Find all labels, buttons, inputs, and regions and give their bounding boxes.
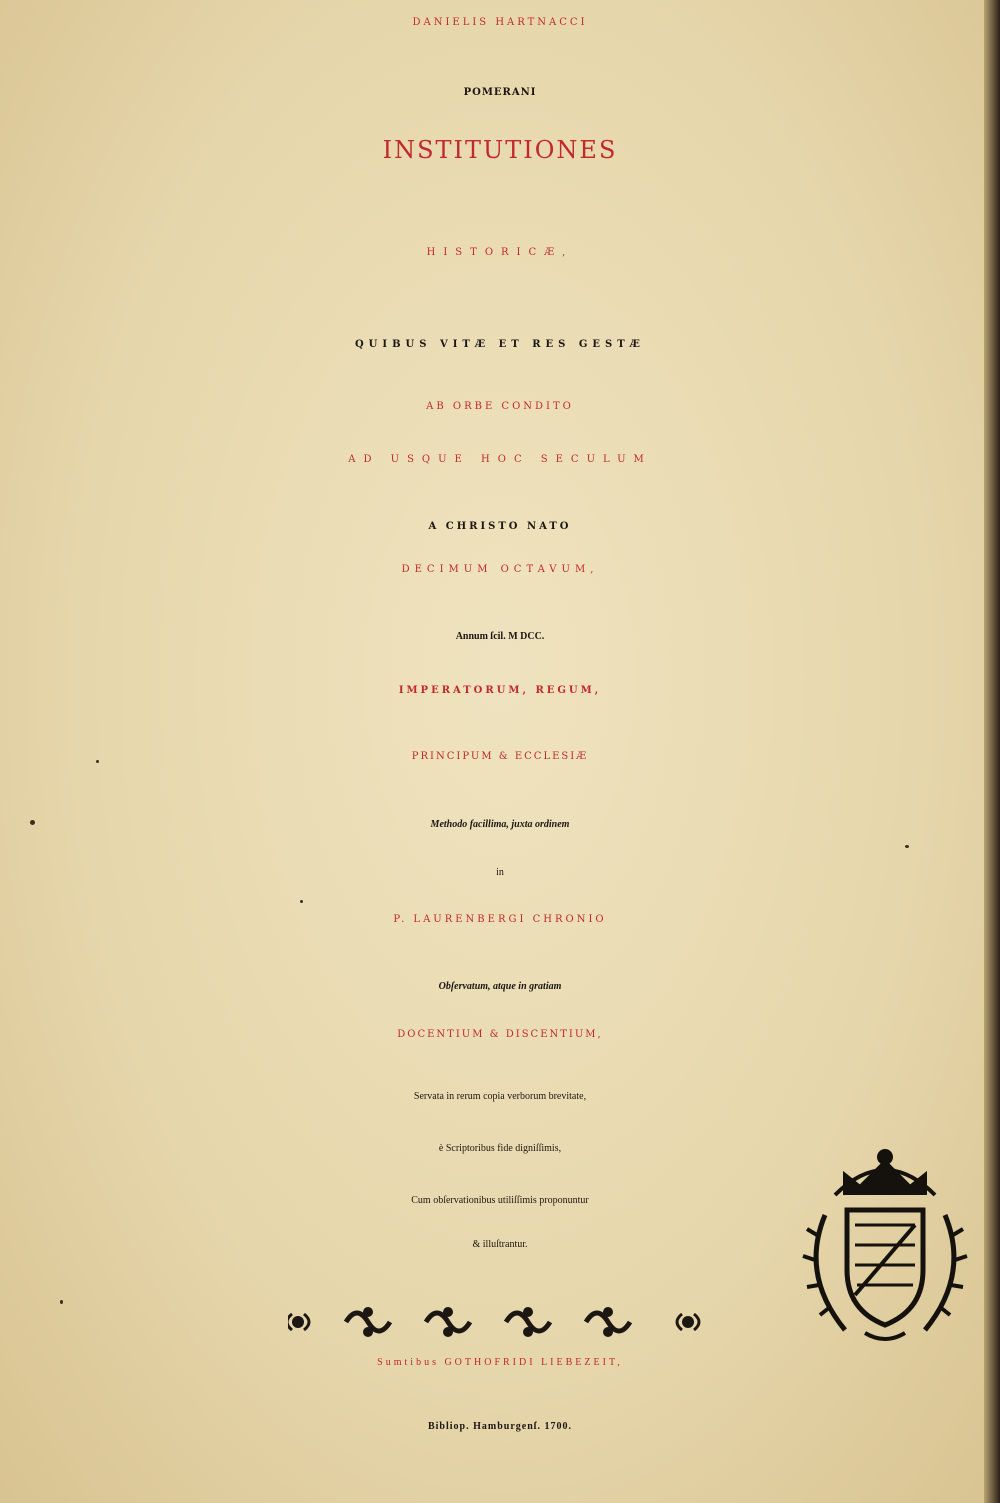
subtitle-in: in bbox=[496, 867, 504, 878]
subtitle-e-scriptoribus: è Scriptoribus fide digniſſimis, bbox=[438, 1143, 562, 1154]
crowned-coat-of-arms-stamp-icon bbox=[795, 1135, 975, 1350]
subtitle-cum: Cum obſervationibus utiliſſimis proponuntur bbox=[411, 1195, 589, 1206]
fleuron-row-icon bbox=[288, 1302, 708, 1342]
subtitle-servata: Servata in rerum copia verborum brevitate, bbox=[413, 1091, 587, 1102]
subtitle-principum: PRINCIPUM & ECCLESIÆ bbox=[411, 751, 589, 762]
imprint-line: Bibliop. Hamburgenſ. 1700. bbox=[427, 1421, 573, 1432]
subtitle-imperatorum: IMPERATORUM, REGUM, bbox=[398, 685, 602, 696]
subtitle-laurenbergi: P. LAURENBERGI CHRONIO bbox=[393, 914, 607, 925]
subtitle-illustrantur: & illuſtrantur. bbox=[472, 1239, 528, 1250]
subtitle-ab-orbe: AB ORBE CONDITO bbox=[426, 401, 574, 412]
subtitle-ad-usque: AD USQUE HOC SECULUM bbox=[348, 454, 652, 465]
paper-speck bbox=[60, 1300, 63, 1304]
paper-speck bbox=[96, 760, 99, 763]
author-origin: POMERANI bbox=[463, 87, 537, 98]
subtitle-decimum: DECIMUM OCTAVUM, bbox=[401, 564, 599, 575]
main-title-line-2: HISTORICÆ, bbox=[426, 247, 574, 258]
subtitle-observatum: Obſervatum, atque in gratiam bbox=[438, 981, 562, 992]
subtitle-docentium: DOCENTIUM & DISCENTIUM, bbox=[397, 1029, 603, 1040]
paper-speck bbox=[30, 820, 35, 825]
subtitle-annum: Annum ſcil. M DCC. bbox=[455, 631, 545, 642]
subtitle-quibus: QUIBUS VITÆ ET RES GESTÆ bbox=[354, 339, 646, 350]
paper-speck bbox=[905, 845, 909, 848]
subtitle-methodo: Methodo facillima, juxta ordinem bbox=[430, 819, 570, 830]
paper-speck bbox=[300, 900, 303, 903]
publisher-line: Sumtibus GOTHOFRIDI LIEBEZEIT, bbox=[377, 1357, 623, 1368]
author-name: DANIELIS HARTNACCI bbox=[412, 17, 588, 28]
main-title-line-1: INSTITUTIONES bbox=[382, 136, 618, 164]
subtitle-a-christo: A CHRISTO NATO bbox=[428, 521, 572, 532]
